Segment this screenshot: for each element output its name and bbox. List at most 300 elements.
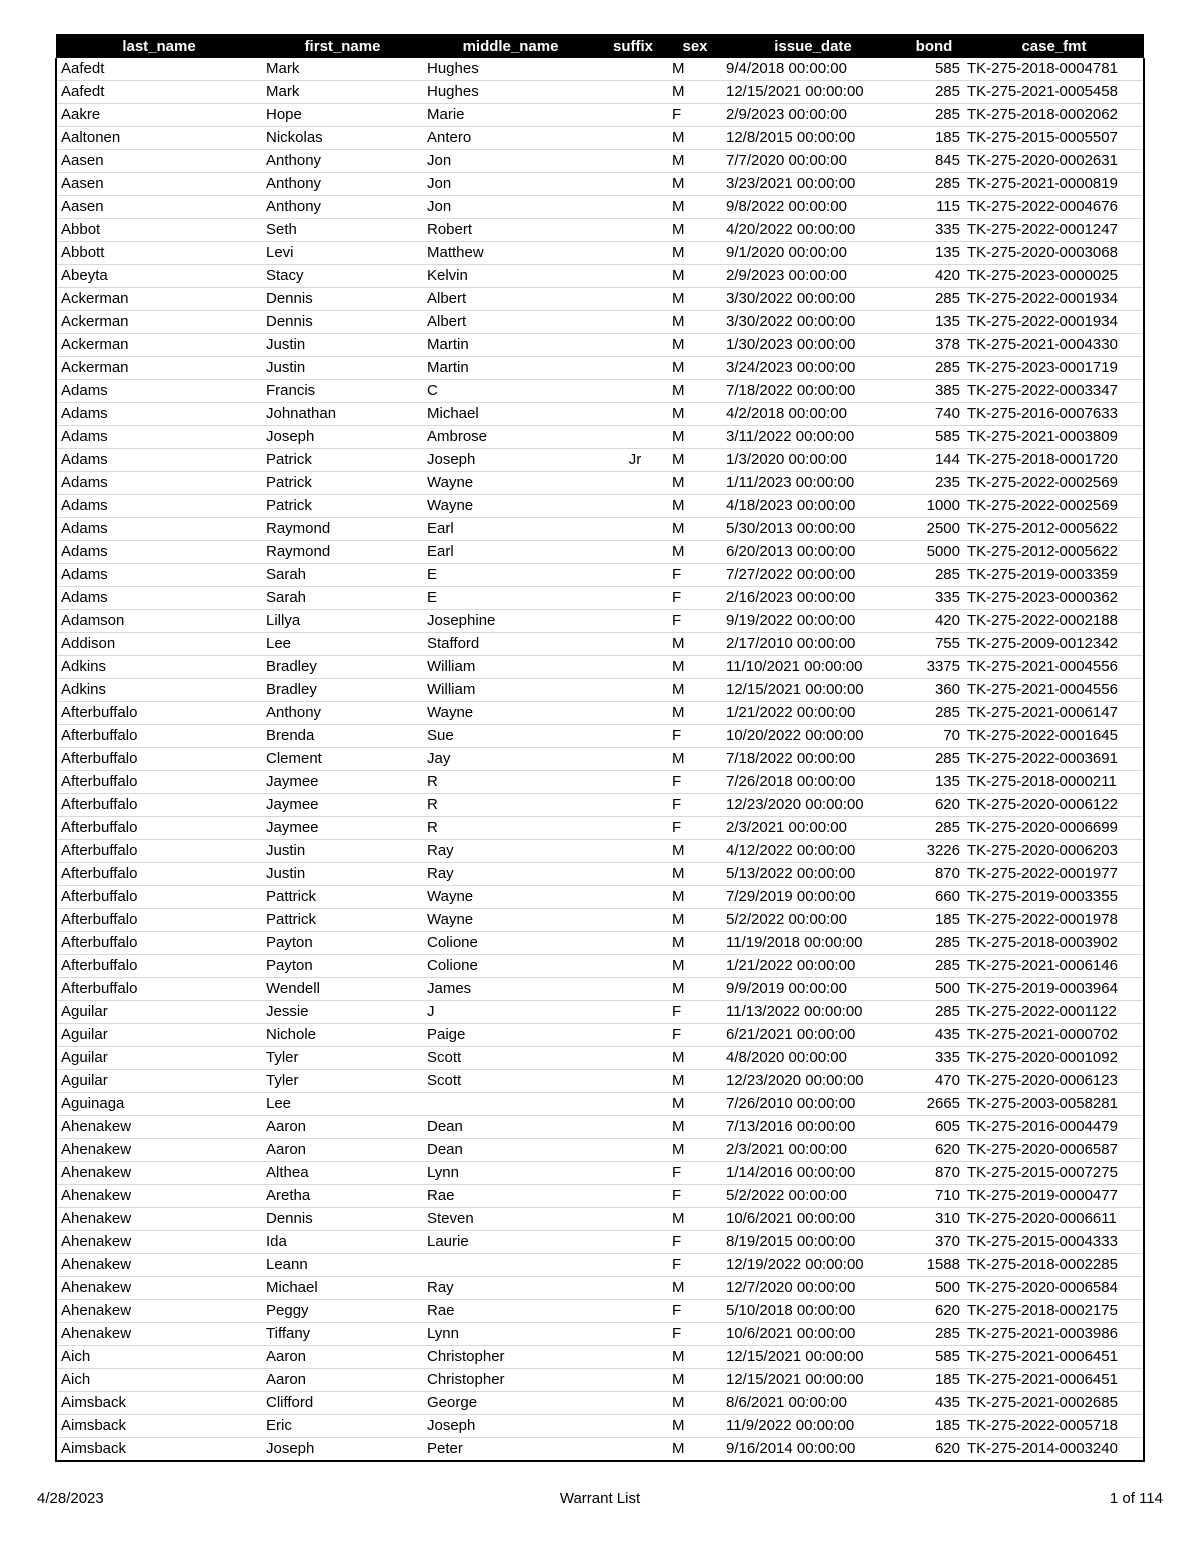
cell-issue-date: 4/8/2020 00:00:00 [722, 1047, 904, 1070]
col-header-issue-date: issue_date [722, 34, 904, 58]
cell-first-name: Patrick [262, 449, 423, 472]
cell-bond: 585 [904, 1346, 964, 1369]
footer-title: Warrant List [559, 1490, 641, 1507]
cell-case-fmt: TK-275-2021-0004556 [964, 679, 1144, 702]
cell-issue-date: 2/3/2021 00:00:00 [722, 817, 904, 840]
table-row [56, 81, 1144, 104]
cell-last-name: Afterbuffalo [56, 955, 262, 978]
table-row [56, 1024, 1144, 1047]
cell-sex: M [668, 196, 722, 219]
cell-last-name: Ahenakew [56, 1300, 262, 1323]
cell-bond: 285 [904, 81, 964, 104]
cell-case-fmt: TK-275-2022-0001978 [964, 909, 1144, 932]
cell-suffix [598, 702, 668, 725]
cell-case-fmt: TK-275-2020-0006203 [964, 840, 1144, 863]
cell-bond: 285 [904, 564, 964, 587]
cell-issue-date: 12/15/2021 00:00:00 [722, 1346, 904, 1369]
cell-case-fmt: TK-275-2022-0002569 [964, 472, 1144, 495]
cell-case-fmt: TK-275-2021-0006451 [964, 1369, 1144, 1392]
cell-first-name: Lee [262, 1093, 423, 1116]
cell-last-name: Aasen [56, 196, 262, 219]
cell-first-name: Jaymee [262, 817, 423, 840]
cell-sex: M [668, 1070, 722, 1093]
table-row [56, 1415, 1144, 1438]
cell-case-fmt: TK-275-2018-0000211 [964, 771, 1144, 794]
cell-suffix [598, 725, 668, 748]
cell-last-name: Ahenakew [56, 1208, 262, 1231]
cell-sex: M [668, 288, 722, 311]
cell-sex: M [668, 1415, 722, 1438]
cell-first-name: Justin [262, 357, 423, 380]
col-header-middle-name: middle_name [423, 34, 598, 58]
cell-bond: 1588 [904, 1254, 964, 1277]
cell-case-fmt: TK-275-2019-0003355 [964, 886, 1144, 909]
cell-middle-name: Joseph [423, 1415, 598, 1438]
table-row [56, 909, 1144, 932]
cell-bond: 3226 [904, 840, 964, 863]
cell-sex: M [668, 1346, 722, 1369]
cell-bond: 755 [904, 633, 964, 656]
cell-first-name: Aaron [262, 1346, 423, 1369]
cell-suffix [598, 1231, 668, 1254]
cell-sex: M [668, 633, 722, 656]
cell-case-fmt: TK-275-2022-0001247 [964, 219, 1144, 242]
cell-middle-name: Earl [423, 541, 598, 564]
cell-middle-name: Jon [423, 173, 598, 196]
cell-sex: M [668, 1139, 722, 1162]
cell-last-name: Ahenakew [56, 1323, 262, 1346]
cell-last-name: Adams [56, 380, 262, 403]
cell-last-name: Adams [56, 541, 262, 564]
cell-first-name: Patrick [262, 495, 423, 518]
cell-bond: 285 [904, 104, 964, 127]
table-row [56, 1116, 1144, 1139]
footer-page-number: 1 of 114 [1109, 1490, 1163, 1507]
cell-suffix [598, 127, 668, 150]
cell-last-name: Afterbuffalo [56, 909, 262, 932]
cell-first-name: Stacy [262, 265, 423, 288]
cell-suffix [598, 1024, 668, 1047]
cell-suffix [598, 311, 668, 334]
cell-middle-name: James [423, 978, 598, 1001]
cell-bond: 185 [904, 909, 964, 932]
cell-case-fmt: TK-275-2021-0006146 [964, 955, 1144, 978]
cell-issue-date: 7/18/2022 00:00:00 [722, 380, 904, 403]
cell-issue-date: 9/9/2019 00:00:00 [722, 978, 904, 1001]
cell-suffix [598, 771, 668, 794]
cell-last-name: Abbot [56, 219, 262, 242]
cell-issue-date: 1/30/2023 00:00:00 [722, 334, 904, 357]
cell-suffix [598, 794, 668, 817]
cell-middle-name: Ray [423, 840, 598, 863]
cell-issue-date: 2/3/2021 00:00:00 [722, 1139, 904, 1162]
cell-bond: 585 [904, 58, 964, 81]
cell-suffix [598, 1277, 668, 1300]
cell-middle-name: Jay [423, 748, 598, 771]
table-row [56, 1093, 1144, 1116]
cell-issue-date: 10/6/2021 00:00:00 [722, 1208, 904, 1231]
cell-first-name: Tyler [262, 1070, 423, 1093]
table-row [56, 311, 1144, 334]
cell-first-name: Bradley [262, 679, 423, 702]
cell-bond: 585 [904, 426, 964, 449]
cell-sex: M [668, 1438, 722, 1462]
cell-first-name: Aaron [262, 1139, 423, 1162]
cell-first-name: Sarah [262, 564, 423, 587]
cell-issue-date: 12/23/2020 00:00:00 [722, 1070, 904, 1093]
cell-bond: 144 [904, 449, 964, 472]
cell-last-name: Adams [56, 426, 262, 449]
cell-issue-date: 7/26/2010 00:00:00 [722, 1093, 904, 1116]
cell-middle-name: Albert [423, 288, 598, 311]
cell-sex: M [668, 219, 722, 242]
cell-suffix [598, 58, 668, 81]
cell-suffix [598, 748, 668, 771]
cell-case-fmt: TK-275-2020-0006123 [964, 1070, 1144, 1093]
cell-last-name: Ahenakew [56, 1254, 262, 1277]
cell-case-fmt: TK-275-2018-0002062 [964, 104, 1144, 127]
cell-suffix [598, 541, 668, 564]
table-row [56, 1300, 1144, 1323]
cell-suffix [598, 150, 668, 173]
table-row [56, 633, 1144, 656]
cell-suffix [598, 817, 668, 840]
table-row [56, 564, 1144, 587]
cell-bond: 335 [904, 219, 964, 242]
cell-middle-name: Martin [423, 357, 598, 380]
cell-first-name: Justin [262, 863, 423, 886]
cell-case-fmt: TK-275-2020-0001092 [964, 1047, 1144, 1070]
cell-case-fmt: TK-275-2022-0001977 [964, 863, 1144, 886]
cell-suffix [598, 173, 668, 196]
cell-bond: 870 [904, 1162, 964, 1185]
cell-issue-date: 9/4/2018 00:00:00 [722, 58, 904, 81]
cell-first-name: Althea [262, 1162, 423, 1185]
cell-issue-date: 10/20/2022 00:00:00 [722, 725, 904, 748]
cell-sex: M [668, 58, 722, 81]
cell-middle-name: Ray [423, 1277, 598, 1300]
table-row [56, 1070, 1144, 1093]
cell-first-name: Raymond [262, 518, 423, 541]
cell-sex: F [668, 725, 722, 748]
cell-last-name: Addison [56, 633, 262, 656]
cell-case-fmt: TK-275-2020-0006699 [964, 817, 1144, 840]
cell-sex: M [668, 909, 722, 932]
cell-suffix [598, 403, 668, 426]
cell-first-name: Joseph [262, 1438, 423, 1462]
cell-case-fmt: TK-275-2021-0000819 [964, 173, 1144, 196]
cell-suffix [598, 1047, 668, 1070]
cell-bond: 870 [904, 863, 964, 886]
cell-first-name: Ida [262, 1231, 423, 1254]
cell-last-name: Adams [56, 472, 262, 495]
table-row [56, 1254, 1144, 1277]
cell-case-fmt: TK-275-2016-0004479 [964, 1116, 1144, 1139]
cell-middle-name: Marie [423, 104, 598, 127]
cell-last-name: Aasen [56, 173, 262, 196]
cell-bond: 740 [904, 403, 964, 426]
table-row [56, 1369, 1144, 1392]
cell-bond: 285 [904, 357, 964, 380]
cell-case-fmt: TK-275-2015-0007275 [964, 1162, 1144, 1185]
cell-last-name: Aich [56, 1346, 262, 1369]
cell-case-fmt: TK-275-2023-0000362 [964, 587, 1144, 610]
cell-suffix [598, 1162, 668, 1185]
cell-suffix [598, 518, 668, 541]
cell-middle-name: William [423, 656, 598, 679]
cell-middle-name: E [423, 564, 598, 587]
cell-case-fmt: TK-275-2021-0005458 [964, 81, 1144, 104]
cell-bond: 185 [904, 1369, 964, 1392]
cell-issue-date: 8/6/2021 00:00:00 [722, 1392, 904, 1415]
cell-middle-name: Rae [423, 1185, 598, 1208]
cell-bond: 370 [904, 1231, 964, 1254]
table-row [56, 817, 1144, 840]
cell-last-name: Adams [56, 564, 262, 587]
cell-bond: 420 [904, 610, 964, 633]
cell-suffix [598, 1093, 668, 1116]
cell-issue-date: 12/7/2020 00:00:00 [722, 1277, 904, 1300]
cell-middle-name: Christopher [423, 1369, 598, 1392]
cell-issue-date: 11/10/2021 00:00:00 [722, 656, 904, 679]
cell-sex: M [668, 173, 722, 196]
cell-last-name: Ackerman [56, 311, 262, 334]
cell-middle-name: Antero [423, 127, 598, 150]
cell-issue-date: 12/15/2021 00:00:00 [722, 679, 904, 702]
cell-issue-date: 5/2/2022 00:00:00 [722, 1185, 904, 1208]
cell-middle-name: Albert [423, 311, 598, 334]
table-row [56, 173, 1144, 196]
cell-middle-name: Laurie [423, 1231, 598, 1254]
cell-middle-name: Scott [423, 1070, 598, 1093]
cell-issue-date: 9/1/2020 00:00:00 [722, 242, 904, 265]
table-row [56, 380, 1144, 403]
cell-middle-name [423, 1093, 598, 1116]
col-header-case-fmt: case_fmt [964, 34, 1144, 58]
cell-first-name: Lee [262, 633, 423, 656]
cell-bond: 435 [904, 1024, 964, 1047]
cell-suffix [598, 1346, 668, 1369]
cell-case-fmt: TK-275-2016-0007633 [964, 403, 1144, 426]
cell-case-fmt: TK-275-2022-0003691 [964, 748, 1144, 771]
cell-case-fmt: TK-275-2022-0001934 [964, 311, 1144, 334]
cell-issue-date: 9/16/2014 00:00:00 [722, 1438, 904, 1462]
cell-suffix [598, 564, 668, 587]
cell-sex: M [668, 242, 722, 265]
cell-last-name: Afterbuffalo [56, 886, 262, 909]
cell-first-name: Mark [262, 81, 423, 104]
cell-bond: 335 [904, 1047, 964, 1070]
cell-issue-date: 1/11/2023 00:00:00 [722, 472, 904, 495]
cell-bond: 500 [904, 1277, 964, 1300]
cell-first-name: Brenda [262, 725, 423, 748]
cell-first-name: Peggy [262, 1300, 423, 1323]
cell-first-name: Anthony [262, 173, 423, 196]
cell-sex: M [668, 1277, 722, 1300]
cell-first-name: Pattrick [262, 886, 423, 909]
cell-suffix [598, 840, 668, 863]
cell-middle-name: Lynn [423, 1162, 598, 1185]
cell-suffix [598, 633, 668, 656]
cell-issue-date: 5/13/2022 00:00:00 [722, 863, 904, 886]
cell-case-fmt: TK-275-2018-0003902 [964, 932, 1144, 955]
cell-first-name: Justin [262, 840, 423, 863]
cell-sex: M [668, 978, 722, 1001]
cell-middle-name: Colione [423, 955, 598, 978]
cell-suffix [598, 587, 668, 610]
cell-middle-name: Paige [423, 1024, 598, 1047]
cell-last-name: Ahenakew [56, 1116, 262, 1139]
cell-suffix [598, 1369, 668, 1392]
cell-bond: 115 [904, 196, 964, 219]
cell-case-fmt: TK-275-2009-0012342 [964, 633, 1144, 656]
cell-middle-name: Dean [423, 1116, 598, 1139]
header-row [56, 34, 1144, 58]
cell-middle-name: Colione [423, 932, 598, 955]
cell-bond: 620 [904, 1438, 964, 1462]
cell-issue-date: 1/21/2022 00:00:00 [722, 702, 904, 725]
cell-case-fmt: TK-275-2022-0002188 [964, 610, 1144, 633]
cell-middle-name: George [423, 1392, 598, 1415]
cell-sex: M [668, 426, 722, 449]
table-row [56, 1277, 1144, 1300]
cell-sex: M [668, 265, 722, 288]
cell-first-name: Tyler [262, 1047, 423, 1070]
cell-sex: M [668, 748, 722, 771]
table-row [56, 104, 1144, 127]
cell-sex: F [668, 771, 722, 794]
cell-first-name: Michael [262, 1277, 423, 1300]
cell-issue-date: 3/30/2022 00:00:00 [722, 311, 904, 334]
cell-first-name: Aretha [262, 1185, 423, 1208]
cell-sex: F [668, 1300, 722, 1323]
cell-first-name: Payton [262, 955, 423, 978]
cell-sex: M [668, 357, 722, 380]
cell-sex: M [668, 311, 722, 334]
cell-case-fmt: TK-275-2022-0001122 [964, 1001, 1144, 1024]
cell-case-fmt: TK-275-2021-0003986 [964, 1323, 1144, 1346]
cell-sex: F [668, 1231, 722, 1254]
cell-bond: 5000 [904, 541, 964, 564]
cell-last-name: Afterbuffalo [56, 748, 262, 771]
cell-case-fmt: TK-275-2019-0000477 [964, 1185, 1144, 1208]
cell-middle-name: E [423, 587, 598, 610]
cell-issue-date: 6/20/2013 00:00:00 [722, 541, 904, 564]
cell-first-name: Bradley [262, 656, 423, 679]
cell-case-fmt: TK-275-2018-0002175 [964, 1300, 1144, 1323]
cell-issue-date: 7/13/2016 00:00:00 [722, 1116, 904, 1139]
cell-bond: 2500 [904, 518, 964, 541]
cell-issue-date: 7/27/2022 00:00:00 [722, 564, 904, 587]
cell-issue-date: 12/15/2021 00:00:00 [722, 1369, 904, 1392]
cell-middle-name: C [423, 380, 598, 403]
cell-suffix [598, 242, 668, 265]
cell-sex: F [668, 1024, 722, 1047]
cell-sex: M [668, 150, 722, 173]
cell-first-name: Tiffany [262, 1323, 423, 1346]
cell-suffix [598, 1116, 668, 1139]
cell-bond: 2665 [904, 1093, 964, 1116]
cell-issue-date: 3/24/2023 00:00:00 [722, 357, 904, 380]
cell-issue-date: 3/30/2022 00:00:00 [722, 288, 904, 311]
cell-sex: F [668, 104, 722, 127]
cell-middle-name: Dean [423, 1139, 598, 1162]
cell-bond: 500 [904, 978, 964, 1001]
cell-last-name: Adams [56, 495, 262, 518]
cell-case-fmt: TK-275-2018-0002285 [964, 1254, 1144, 1277]
cell-sex: M [668, 702, 722, 725]
cell-suffix [598, 955, 668, 978]
cell-first-name: Clement [262, 748, 423, 771]
cell-suffix [598, 196, 668, 219]
cell-first-name: Sarah [262, 587, 423, 610]
cell-bond: 620 [904, 794, 964, 817]
cell-middle-name: R [423, 817, 598, 840]
cell-middle-name: Wayne [423, 702, 598, 725]
cell-middle-name: Jon [423, 150, 598, 173]
cell-sex: M [668, 1369, 722, 1392]
cell-suffix [598, 219, 668, 242]
cell-middle-name: Michael [423, 403, 598, 426]
cell-case-fmt: TK-275-2022-0002569 [964, 495, 1144, 518]
table-row [56, 58, 1144, 81]
cell-suffix [598, 863, 668, 886]
table-row [56, 518, 1144, 541]
cell-last-name: Adkins [56, 679, 262, 702]
cell-suffix [598, 288, 668, 311]
cell-middle-name: R [423, 794, 598, 817]
table-row [56, 978, 1144, 1001]
cell-suffix [598, 932, 668, 955]
cell-suffix [598, 380, 668, 403]
table-row [56, 196, 1144, 219]
cell-issue-date: 9/8/2022 00:00:00 [722, 196, 904, 219]
cell-last-name: Aafedt [56, 81, 262, 104]
table-row [56, 725, 1144, 748]
cell-first-name: Mark [262, 58, 423, 81]
cell-bond: 285 [904, 173, 964, 196]
table-row [56, 1208, 1144, 1231]
cell-first-name: Nichole [262, 1024, 423, 1047]
cell-first-name: Raymond [262, 541, 423, 564]
table-row [56, 679, 1144, 702]
cell-issue-date: 1/14/2016 00:00:00 [722, 1162, 904, 1185]
cell-sex: F [668, 817, 722, 840]
cell-last-name: Abeyta [56, 265, 262, 288]
cell-issue-date: 7/26/2018 00:00:00 [722, 771, 904, 794]
cell-last-name: Afterbuffalo [56, 863, 262, 886]
cell-suffix [598, 1415, 668, 1438]
cell-last-name: Aasen [56, 150, 262, 173]
cell-sex: M [668, 495, 722, 518]
cell-bond: 135 [904, 242, 964, 265]
cell-bond: 310 [904, 1208, 964, 1231]
cell-sex: M [668, 656, 722, 679]
table-row [56, 426, 1144, 449]
cell-last-name: Ahenakew [56, 1139, 262, 1162]
cell-case-fmt: TK-275-2021-0003809 [964, 426, 1144, 449]
cell-sex: M [668, 955, 722, 978]
cell-sex: M [668, 886, 722, 909]
table-row [56, 334, 1144, 357]
cell-last-name: Ackerman [56, 334, 262, 357]
cell-first-name: Dennis [262, 311, 423, 334]
cell-sex: F [668, 1185, 722, 1208]
cell-last-name: Adams [56, 403, 262, 426]
cell-issue-date: 2/16/2023 00:00:00 [722, 587, 904, 610]
cell-case-fmt: TK-275-2021-0000702 [964, 1024, 1144, 1047]
cell-suffix [598, 679, 668, 702]
